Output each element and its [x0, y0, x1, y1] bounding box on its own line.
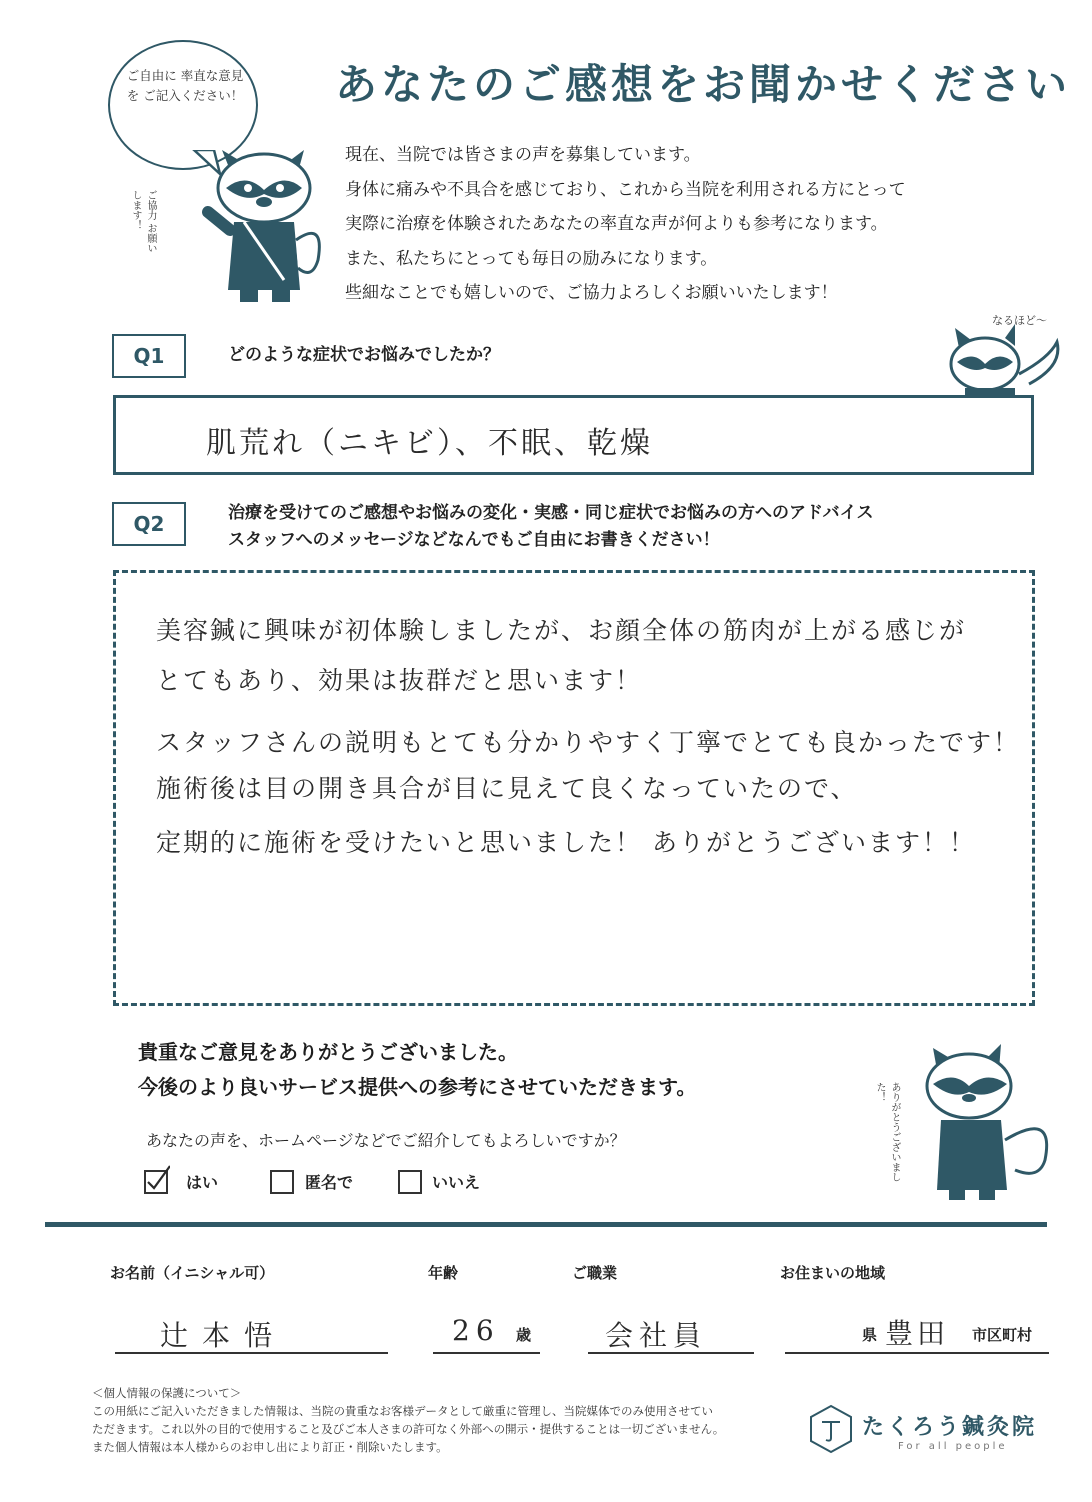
page-title: あなたのご感想をお聞かせください — [335, 60, 1072, 109]
name-label: お名前（イニシャル可） — [110, 1264, 275, 1282]
job-label: ご職業 — [572, 1264, 618, 1282]
privacy-notice — [92, 1384, 724, 1456]
clinic-logo-name: たくろう鍼灸院 — [862, 1415, 1038, 1440]
consent-no-checkbox[interactable] — [398, 1170, 422, 1194]
area-value[interactable]: 豊田 — [885, 1317, 950, 1350]
job-value[interactable]: 会社員 — [605, 1319, 708, 1352]
thanks-line: 今後のより良いサービス提供への参考にさせていただきます。 — [138, 1075, 697, 1099]
age-underline — [433, 1352, 540, 1354]
q2-question-line: 治療を受けてのご感想やお悩みの変化・実感・同じ症状でお悩みの方へのアドバイス — [228, 503, 874, 523]
q2-answer-line: 美容鍼に興味が初体験しましたが、お顔全体の筋肉が上がる感じが — [156, 616, 967, 645]
name-underline — [115, 1352, 388, 1354]
intro-line: 些細なことでも嬉しいので、ご協力よろしくお願いいたします！ — [345, 283, 838, 303]
area-label: お住まいの地域 — [780, 1264, 886, 1282]
q2-question — [228, 500, 874, 554]
age-suffix: 歳 — [516, 1326, 532, 1344]
q1-badge: Q1 — [112, 334, 186, 378]
raccoon-peek-icon — [945, 318, 1065, 398]
job-underline — [588, 1352, 754, 1354]
raccoon-mascot-icon — [200, 150, 330, 305]
bubble-text: ご自由に 率直な意見を ご記入ください！ — [126, 68, 244, 103]
area-city-suffix: 市区町村 — [972, 1326, 1033, 1344]
section-divider — [45, 1222, 1047, 1227]
consent-yes-checkbox[interactable] — [144, 1170, 168, 1194]
clinic-logo-tagline: For all people — [898, 1441, 1008, 1452]
q2-answer-line: 定期的に施術を受けたいと思いました！ ありがとうございます！！ — [156, 828, 976, 857]
consent-yes-label: はい — [186, 1173, 219, 1192]
intro-line: 現在、当院では皆さまの声を募集しています。 — [345, 145, 701, 165]
consent-question: あなたの声を、ホームページなどでご紹介してもよろしいですか？ — [146, 1131, 626, 1150]
q1-answer: 肌荒れ（ニキビ）、不眠、乾燥 — [206, 426, 653, 461]
name-value[interactable]: 辻本悟 — [160, 1319, 287, 1352]
consent-no-label: いいえ — [432, 1173, 481, 1192]
intro-line: 身体に痛みや不具合を感じており、これから当院を利用される方にとって — [345, 179, 906, 200]
intro-line: また、私たちにとっても毎日の励みになります。 — [345, 248, 718, 269]
area-underline — [785, 1352, 1049, 1354]
consent-anonymous-label: 匿名で — [305, 1173, 354, 1192]
privacy-line: この用紙にご記入いただきました情報は、当院の貴重なお客様データとして厳重に管理し、当院媒体でのみ使用させてい — [92, 1404, 713, 1418]
thanks-message — [138, 1035, 696, 1105]
q2-answer-line: 施術後は目の開き具合が目に見えて良くなっていたので、 — [156, 774, 858, 803]
age-label: 年齢 — [428, 1264, 459, 1282]
raccoon-thanks-icon — [915, 1040, 1065, 1205]
mascot-note: ご協力 お願いします！ — [130, 190, 156, 254]
privacy-line: また個人情報は本人様からのお申し出により訂正・削除いたします。 — [92, 1440, 448, 1454]
q2-answer-line: スタッフさんの説明もとても分かりやすく丁寧でとても良かったです！ — [156, 728, 1021, 757]
clinic-logo-icon — [808, 1404, 854, 1454]
intro-text — [345, 138, 906, 311]
age-value[interactable]: 26 — [452, 1314, 500, 1347]
check-mark-icon — [144, 1164, 170, 1190]
area-pref-suffix: 県 — [862, 1326, 878, 1344]
q1-answer-box — [113, 395, 1034, 475]
intro-line: 実際に治療を体験されたあなたの率直な声が何よりも参考になります。 — [345, 214, 888, 234]
q1-question: どのような症状でお悩みでしたか？ — [228, 345, 500, 365]
consent-anonymous-checkbox[interactable] — [270, 1170, 294, 1194]
q2-answer-box — [113, 570, 1035, 1006]
q2-question-line: スタッフへのメッセージなどなんでもご自由にお書きください！ — [228, 530, 720, 550]
q2-answer-line: とてもあり、効果は抜群だと思います！ — [156, 666, 643, 695]
privacy-line: ただきます。これ以外の目的で使用すること及びご本人さまの許可なく外部への開示・提供することは一切ございません。 — [92, 1422, 725, 1436]
q1-mascot-note: なるほど〜 — [992, 314, 1047, 327]
thanks-line: 貴重なご意見をありがとうございました。 — [138, 1040, 518, 1064]
thanks-mascot-note: ありがとうございました！ — [874, 1082, 900, 1182]
q2-badge: Q2 — [112, 502, 186, 546]
privacy-heading: ＜個人情報の保護について＞ — [92, 1386, 242, 1400]
